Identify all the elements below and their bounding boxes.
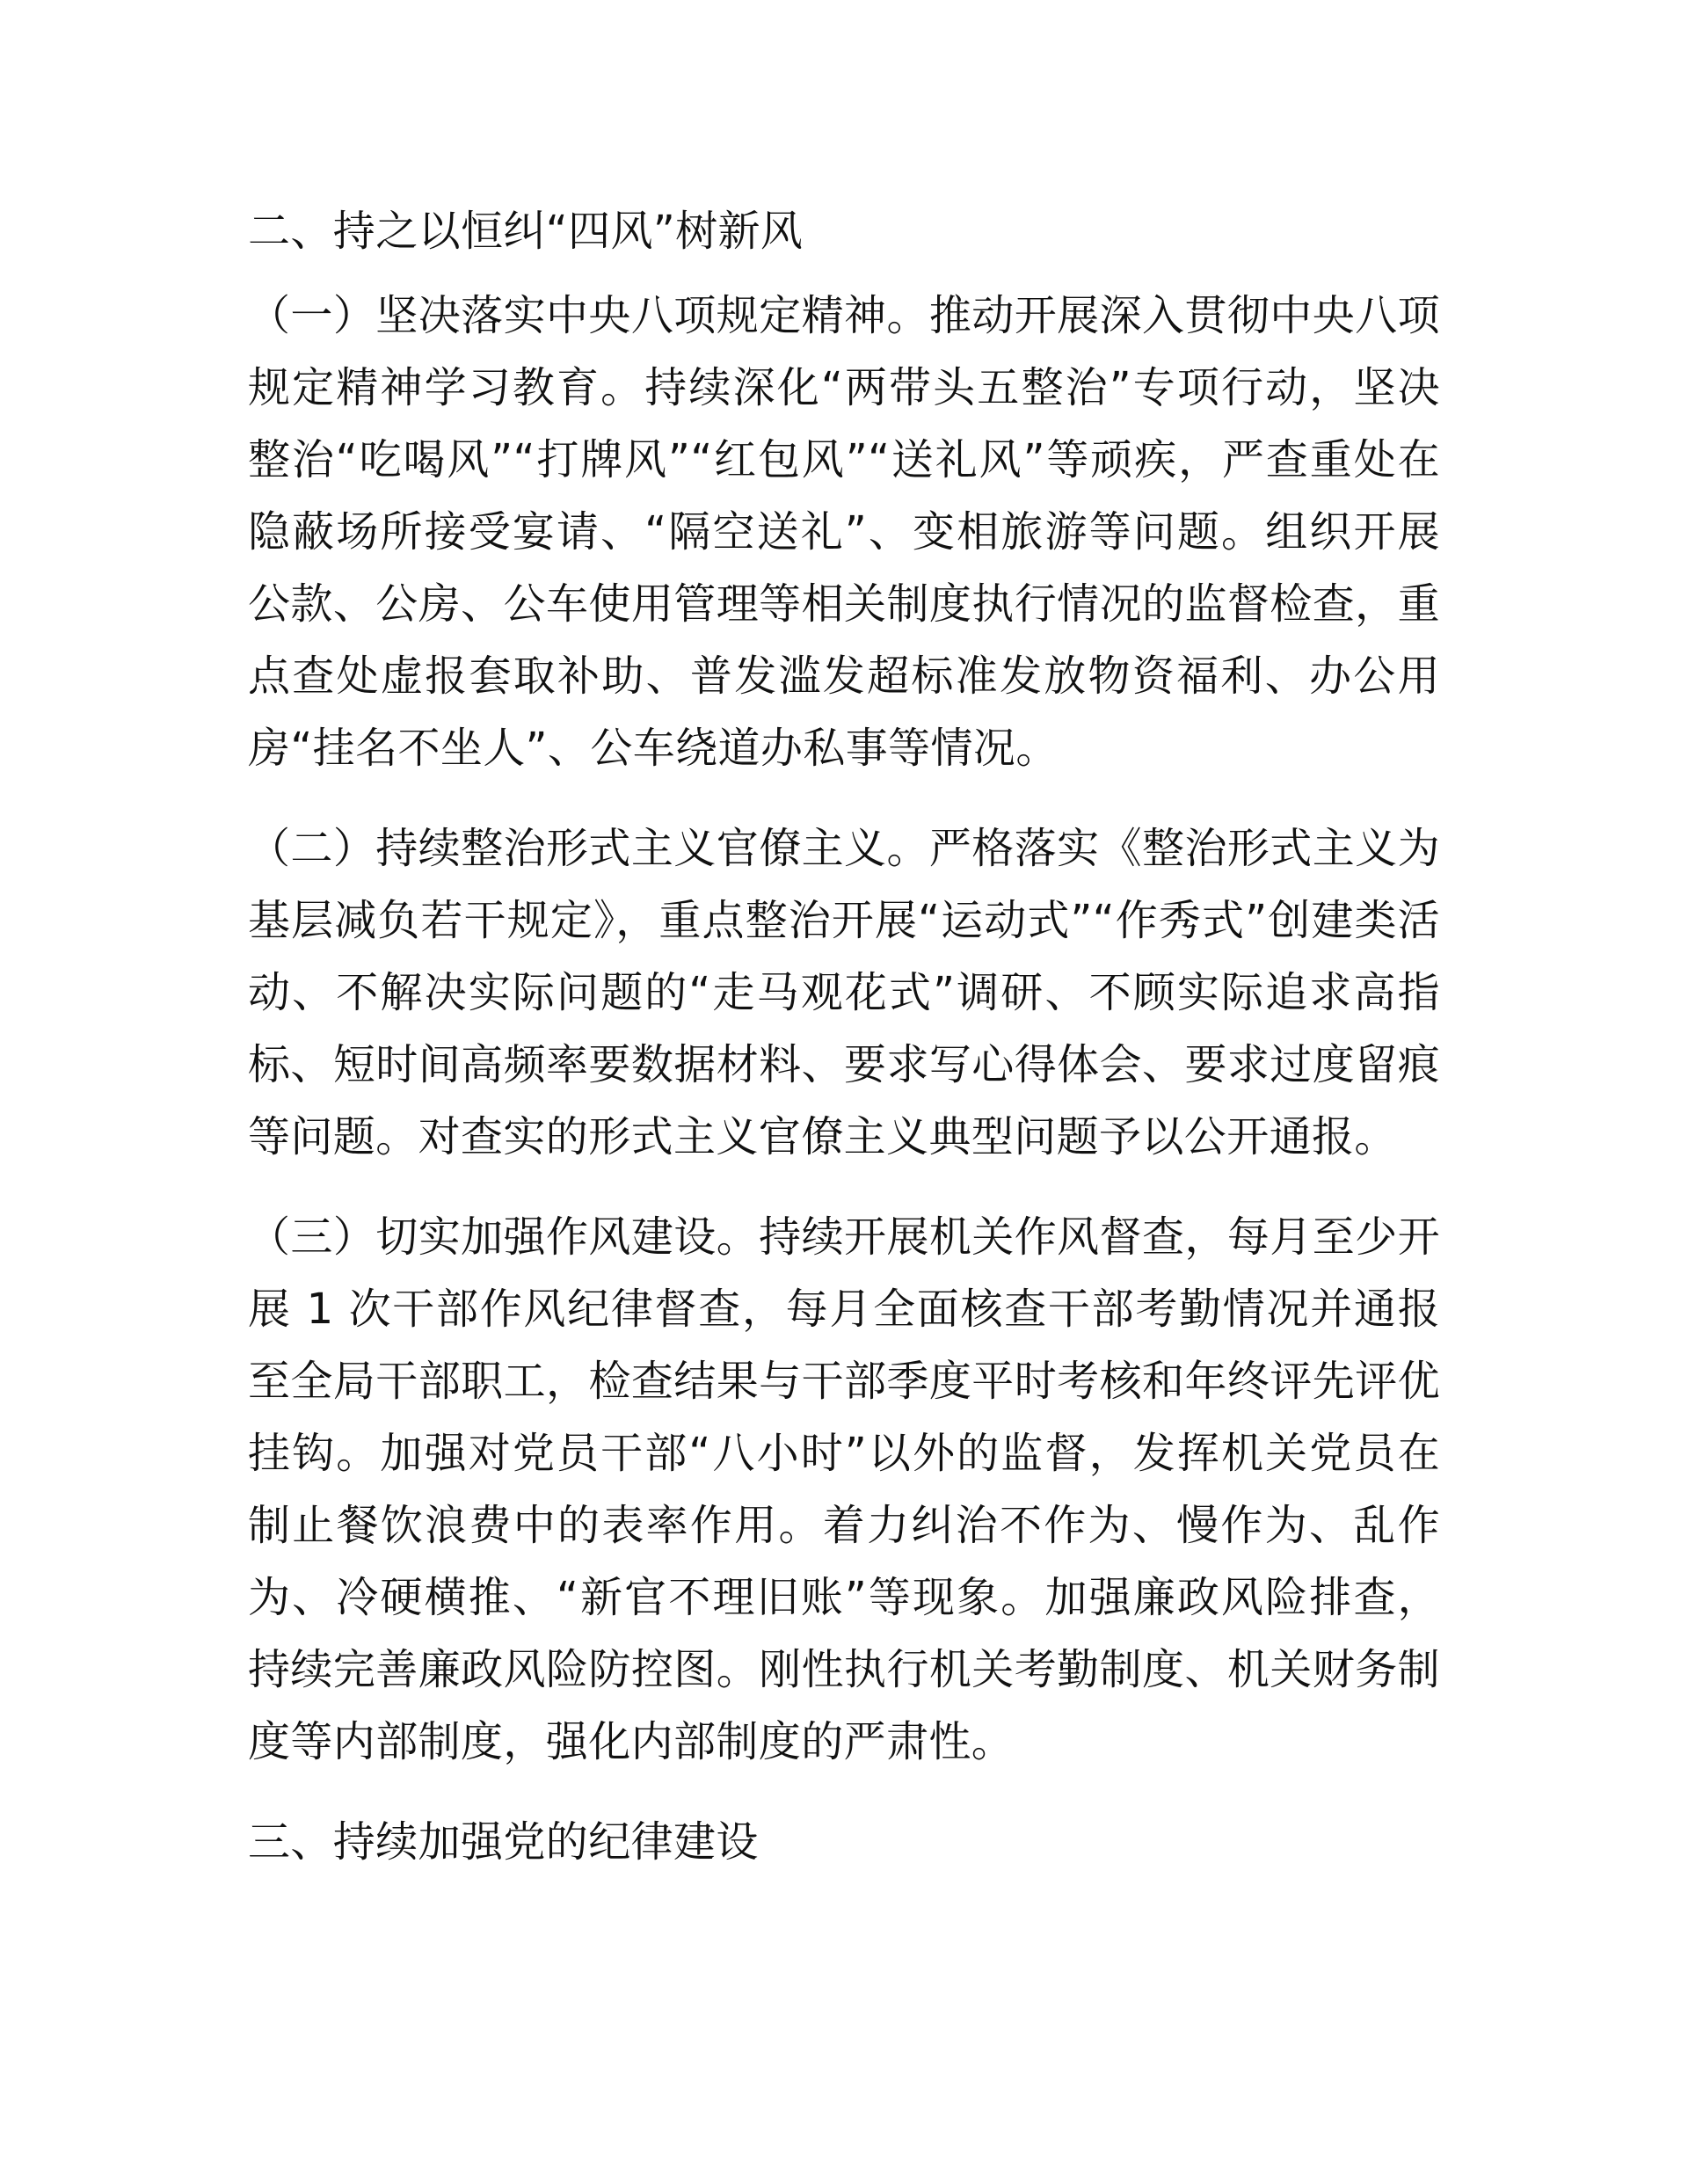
paragraph-1: （一）坚决落实中央八项规定精神。推动开展深入贯彻中央八项规定精神学习教育。持续深化“两带头五整治”专项行动，坚决整治“吃喝风”“打牌风”“红包风”“送礼风”等顽疾，严查重处在隐蔽场所接受宴请、“隔空送礼”、变相旅游等问题。组织开展公款、公房、公车使用管理等相关制度执行情况的监督检查，重点查处虚报套取补助、普发滥发超标准发放物资福利、办公用房“挂名不坐人”、公车绕道办私事等情况。: [248, 291, 1440, 773]
section-two-heading: 二、持之以恒纠“四风”树新风: [248, 207, 804, 256]
document-body: [248, 195, 1440, 1890]
paragraph-2: （二）持续整治形式主义官僚主义。严格落实《整治形式主义为基层减负若干规定》，重点整治开展“运动式”“作秀式”创建类活动、不解决实际问题的“走马观花式”调研、不顾实际追求高指标、短时间高频率要数据材料、要求写心得体会、要求过度留痕等问题。对查实的形式主义官僚主义典型问题予以公开通报。: [248, 824, 1440, 1161]
paragraph-3: （三）切实加强作风建设。持续开展机关作风督查，每月至少开展 1 次干部作风纪律督查，每月全面核查干部考勤情况并通报至全局干部职工，检查结果与干部季度平时考核和年终评先评优挂钩。加强对党员干部“八小时”以外的监督，发挥机关党员在制止餐饮浪费中的表率作用。着力纠治不作为、慢作为、乱作为、冷硬横推、“新官不理旧账”等现象。加强廉政风险排查，持续完善廉政风险防控图。刚性执行机关考勤制度、机关财务制度等内部制度，强化内部制度的严肃性。: [248, 1212, 1440, 1766]
section-three-heading: 三、持续加强党的纪律建设: [248, 1817, 759, 1867]
